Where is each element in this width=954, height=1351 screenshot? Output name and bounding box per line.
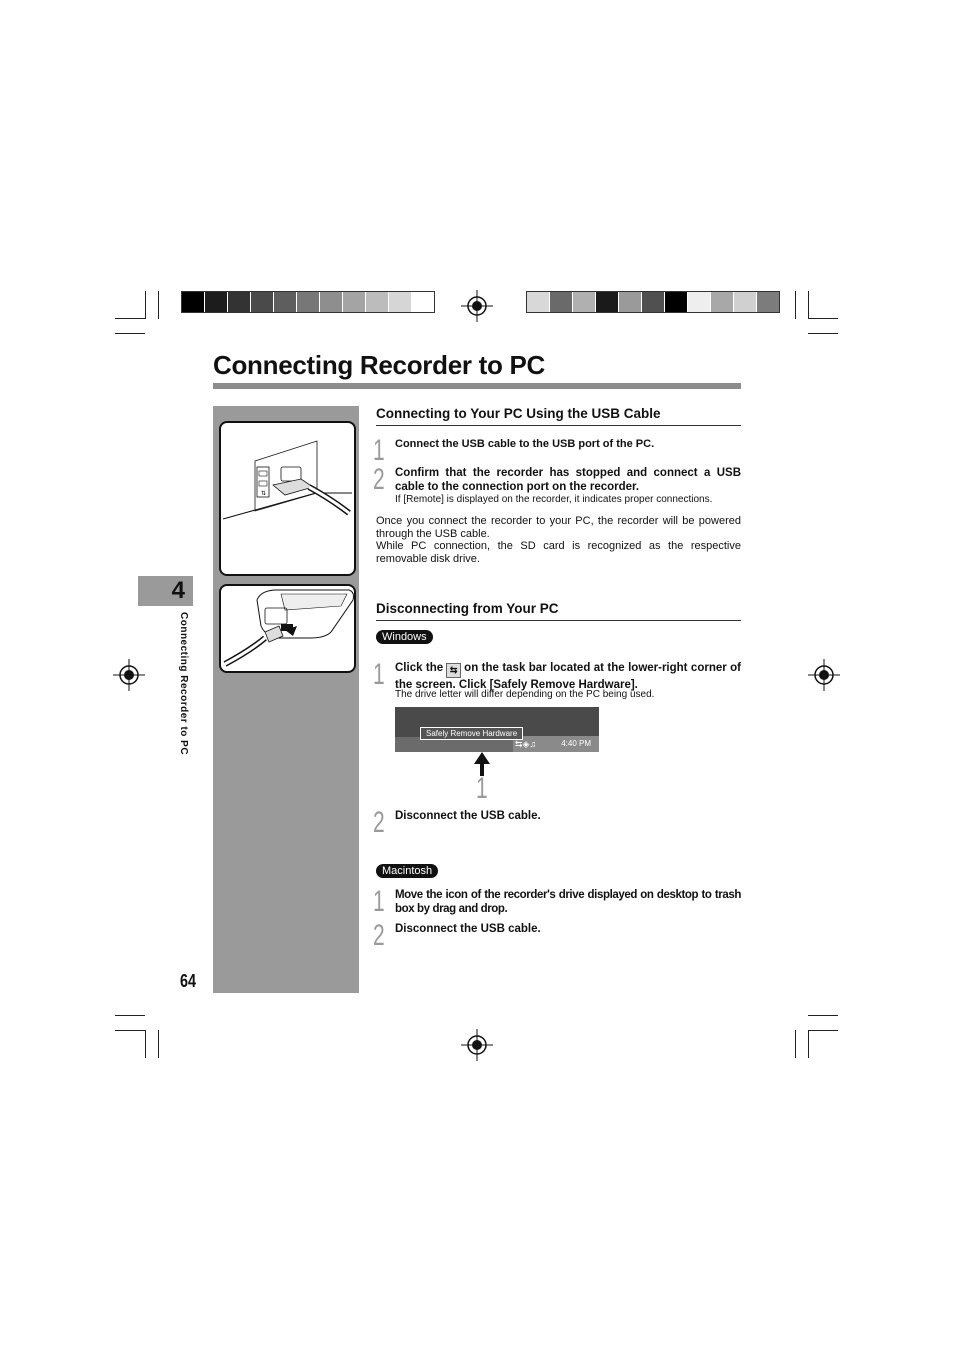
- arrow-step-label: 1: [476, 772, 488, 805]
- page-number: 64: [180, 971, 197, 991]
- svg-text:⇅: ⇅: [261, 490, 267, 497]
- usb-paragraph-1: Once you connect the recorder to your PC, the recorder will be powered through the USB cable.: [376, 515, 741, 540]
- windows-step-1-pre: Click the: [395, 662, 444, 674]
- registration-mark-right: [808, 659, 840, 691]
- registration-mark-bottom: [461, 1029, 493, 1061]
- usb-paragraph-2: While PC connection, the SD card is recognized as the respective removable disk drive.: [376, 540, 741, 565]
- mac-step-2-text: Disconnect the USB cable.: [395, 923, 541, 935]
- disconnect-section-title: Disconnecting from Your PC: [376, 601, 559, 616]
- windows-step-1-text: [395, 661, 741, 692]
- windows-step-1-note: The drive letter will differ depending on the PC being used.: [395, 689, 655, 700]
- pc-usb-illustration: [219, 421, 356, 576]
- registration-mark-left: [113, 659, 145, 691]
- side-chapter-label: Connecting Recorder to PC: [178, 612, 189, 756]
- registration-mark-top: [461, 290, 493, 322]
- usb-section-rule: [376, 425, 741, 426]
- usb-step-1-number: 1: [373, 434, 385, 467]
- recorder-usb-illustration: [219, 584, 356, 673]
- usb-step-2-number: 2: [373, 463, 385, 496]
- chapter-tab: [138, 576, 193, 606]
- windows-step-1-number: 1: [373, 658, 385, 691]
- mac-step-1-text: Move the icon of the recorder's drive displayed on desktop to trash box by drag and drop.: [395, 889, 741, 915]
- windows-step-2-text: Disconnect the USB cable.: [395, 810, 541, 822]
- tray-icons: ⇆◈♫: [515, 739, 537, 749]
- mac-step-2-number: 2: [373, 919, 385, 952]
- safely-remove-hardware-icon: ⇆: [446, 663, 461, 678]
- page-title: Connecting Recorder to PC: [213, 350, 545, 380]
- windows-badge: Windows: [376, 630, 433, 644]
- chapter-number: 4: [171, 577, 185, 604]
- usb-step-2-text: Confirm that the recorder has stopped and connect a USB cable to the connection port on the recorder.: [395, 467, 741, 493]
- macintosh-badge: Macintosh: [376, 864, 438, 878]
- title-rule: [213, 383, 741, 389]
- windows-step-2-number: 2: [373, 806, 385, 839]
- windows-step-1-post: on the task bar located at the lower-right corner of the screen. Click [Safely Remove Hardware].: [395, 662, 742, 691]
- usb-section-title: Connecting to Your PC Using the USB Cable: [376, 406, 661, 421]
- usb-step-1-text: Connect the USB cable to the USB port of the PC.: [395, 438, 655, 450]
- mac-step-1-number: 1: [373, 885, 385, 918]
- color-swatch-left: [181, 291, 435, 313]
- taskbar-clock: 4:40 PM: [561, 739, 591, 748]
- usb-step-2-note: If [Remote] is displayed on the recorder, it indicates proper connections.: [395, 494, 713, 505]
- safely-remove-hardware-tooltip: Safely Remove Hardware: [420, 727, 523, 740]
- color-swatch-right: [526, 291, 780, 313]
- taskbar-screenshot: [395, 707, 599, 752]
- disconnect-section-rule: [376, 620, 741, 621]
